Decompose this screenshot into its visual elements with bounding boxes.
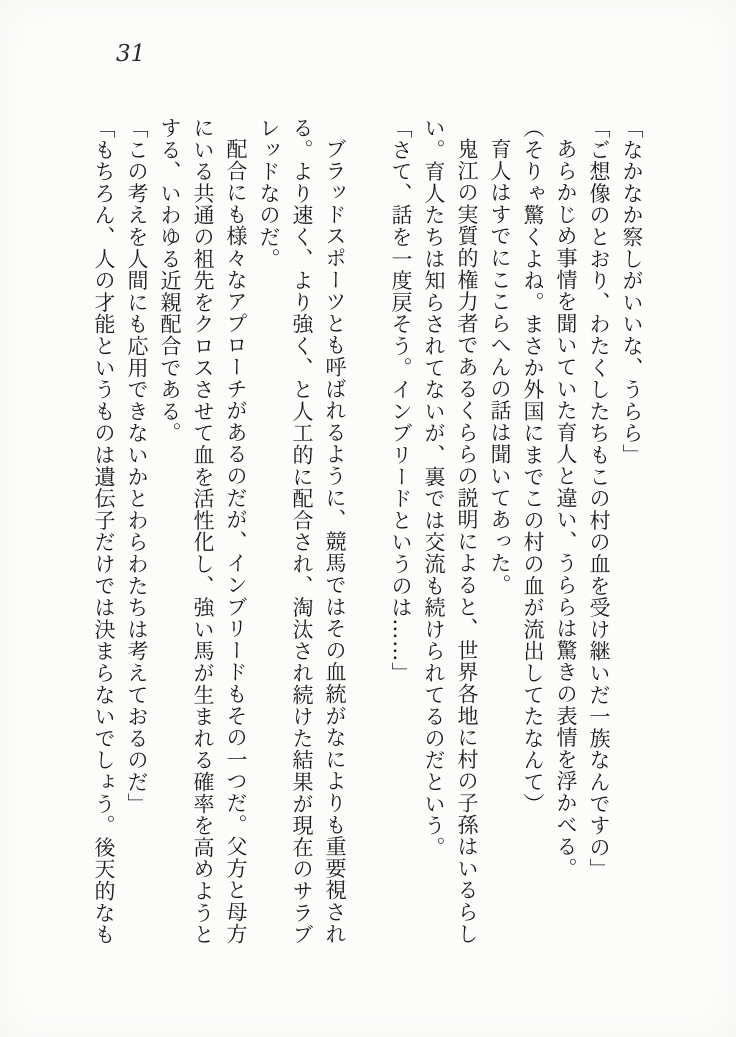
section-break — [351, 117, 384, 953]
paragraph-dialogue: 「ご想像のとおり、わたくしたちもこの村の血を受け継いだ一族なんですの」 — [587, 117, 611, 880]
paragraph-narration: ブラッドスポーツとも呼ばれるように、競馬ではその血統がなによりも重要視される。より速く、より強く、と人工的に配合され、淘汰され続けた結果が現在のサラブレッドなのだ。 — [257, 117, 347, 946]
paragraph-dialogue: 「もちろん、人の才能というものは遺伝子だけでは決まらないでしょう。後天的なも — [92, 117, 116, 946]
paragraph-narration: 配合にも様々なアプローチがあるのだが、インブリードもその一つだ。父方と母方にいる共通の祖先をクロスさせて血を活性化し、強い馬が生まれる確率を高めようとする、いわゆる近親配合である。 — [158, 117, 248, 946]
paragraph-dialogue: 「この考えを人間にも応用できないかとわらわたちは考えておるのだ」 — [125, 117, 149, 815]
paragraph-narration: 育人はすでにここらへんの話は聞いてあった。 — [488, 138, 512, 596]
paragraph-narration: あらかじめ事情を聞いていた育人と違い、うららは驚きの表情を浮かべる。 — [554, 138, 578, 880]
page-number: 31 — [116, 41, 146, 67]
paragraph-narration: 鬼江の実質的権力者であるくららの説明によると、世界各地に村の子孫はいるらしい。育人たちは知らされてないが、裏では交流も続けられてるのだという。 — [422, 117, 479, 945]
paragraph-dialogue: 「さて、話を一度戻そう。インブリードというのは……」 — [389, 117, 413, 684]
paragraph-dialogue: 「なかなか察しがいいな、うらら」 — [620, 117, 644, 466]
text-area — [86, 117, 648, 953]
paragraph-thought: （そりゃ驚くよね。まさか外国にまでこの村の血が流出してたなんて） — [521, 117, 545, 815]
